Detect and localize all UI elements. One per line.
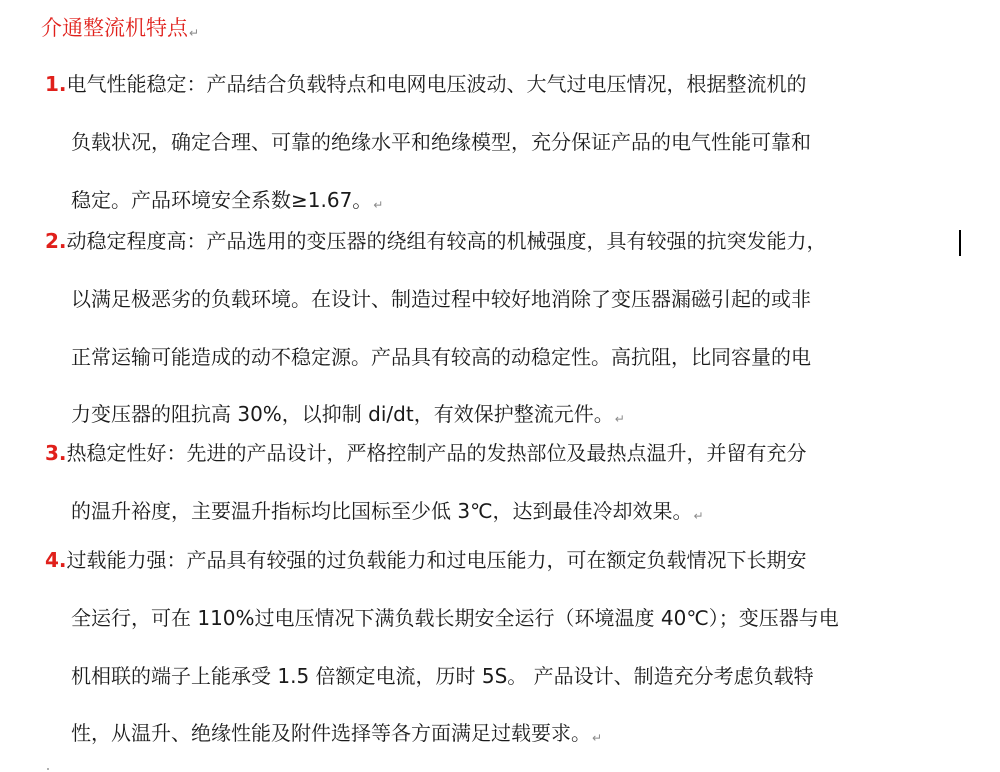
- item-line: [45, 491, 965, 531]
- item-line-text: 负载状况，确定合理、可靠的绝缘水平和绝缘模型，充分保证产品的电气性能可靠和: [71, 129, 811, 154]
- item-line-text: 性，从温升、绝缘性能及附件选择等各方面满足过载要求。: [71, 721, 591, 746]
- item-line-text: 全运行，可在 110%过电压情况下满负载长期安全运行（环境温度 40℃）；变压器与电: [71, 605, 839, 630]
- item-line: [45, 540, 965, 580]
- item-line: [45, 598, 965, 638]
- item-number: 2.: [45, 229, 67, 253]
- item-line: [45, 122, 965, 162]
- item-number: 1.: [45, 72, 67, 96]
- item-line: [45, 433, 965, 473]
- item-line-text: 力变压器的阻抗高 30%，以抑制 di/dt，有效保护整流元件。: [71, 402, 614, 427]
- item-number: 4.: [45, 548, 67, 572]
- item-line-text: 动稳定程度高：产品选用的变压器的绕组有较高的机械强度，具有较强的抗突发能力，: [66, 229, 827, 253]
- item-line: [45, 279, 965, 319]
- feature-item-3: [45, 433, 965, 531]
- item-line-text: 机相联的端子上能承受 1.5 倍额定电流，历时 5S。 产品设计、制造充分考虑负载特: [71, 663, 814, 688]
- item-line: [45, 337, 965, 377]
- item-line: [45, 64, 965, 104]
- item-line: [45, 713, 965, 753]
- item-line: [45, 656, 965, 696]
- paragraph-mark-icon: ↵: [592, 731, 603, 746]
- stray-dot: [47, 768, 49, 770]
- title-text: 介通整流机特点: [41, 16, 188, 40]
- feature-item-4: [45, 540, 965, 753]
- item-line-text: 过载能力强：产品具有较强的过负载能力和过电压能力，可在额定负载情况下长期安: [66, 548, 807, 572]
- paragraph-mark-icon: ↵: [189, 26, 200, 40]
- paragraph-mark-icon: ↵: [614, 412, 625, 427]
- item-line-text: 正常运输可能造成的动不稳定源。产品具有较高的动稳定性。高抗阻，比同容量的电: [71, 344, 811, 369]
- item-line-text: 的温升裕度，主要温升指标均比国标至少低 3℃，达到最佳冷却效果。: [71, 498, 693, 523]
- item-line: [45, 394, 965, 434]
- paragraph-mark-icon: ↵: [373, 197, 384, 212]
- feature-item-1: [45, 64, 965, 220]
- document-title: [41, 12, 199, 49]
- feature-item-2: [45, 221, 965, 434]
- item-line: [45, 180, 965, 220]
- item-line-text: 以满足极恶劣的负载环境。在设计、制造过程中较好地消除了变压器漏磁引起的或非: [71, 286, 811, 311]
- paragraph-mark-icon: ↵: [693, 508, 704, 523]
- item-line: [45, 221, 965, 261]
- text-cursor-icon: [959, 230, 961, 256]
- item-number: 3.: [45, 441, 67, 465]
- item-line-text: 电气性能稳定：产品结合负载特点和电网电压波动、大气过电压情况，根据整流机的: [66, 72, 807, 96]
- item-line-text: 稳定。产品环境安全系数≥1.67。: [71, 187, 373, 212]
- item-line-text: 热稳定性好：先进的产品设计，严格控制产品的发热部位及最热点温升，并留有充分: [66, 441, 807, 465]
